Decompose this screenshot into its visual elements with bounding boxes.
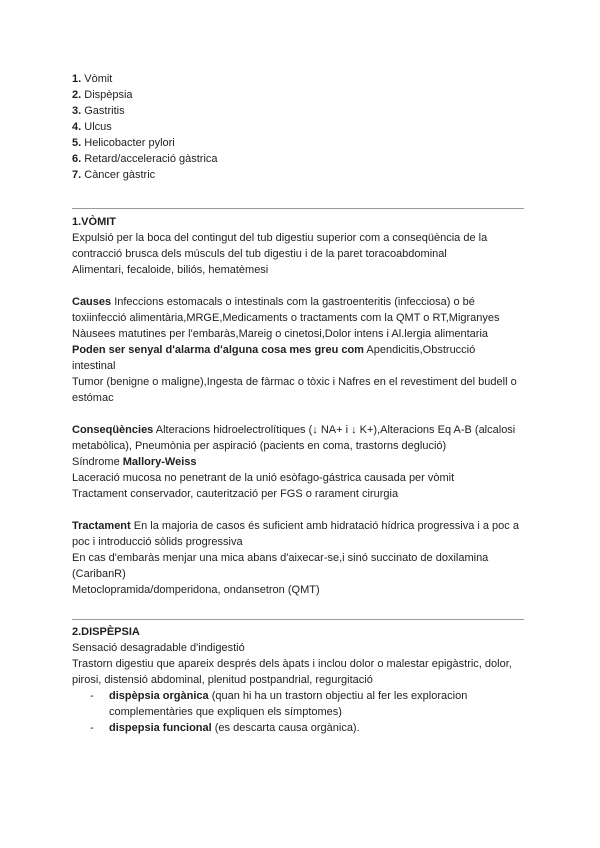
definition-line: contracció brusca dels músculs del tub digestiu i de la paret toracoabdominal: [72, 248, 447, 260]
mallory-weiss-heading: Síndrome Mallory-Weiss: [72, 456, 197, 468]
consequences-label: Conseqüències: [72, 424, 154, 436]
dispepsia-types-list: [72, 688, 532, 736]
document-page: [72, 71, 532, 736]
toc-item: 5. Helicobacter pylori: [72, 137, 175, 149]
treatment-paragraph: Tractament En la majoria de casos és suficient amb hidratació hídrica progressiva i a poc a: [72, 520, 519, 532]
table-of-contents: [72, 71, 532, 183]
toc-item: 2. Dispèpsia: [72, 89, 133, 101]
types-line: Alimentari, fecaloide, biliós, hematèmesi: [72, 264, 269, 276]
definition-line: Expulsió per la boca del contingut del tub digestiu superior com a conseqüència de la: [72, 232, 488, 244]
causes-paragraph: Causes Infeccions estomacals o intestinals com la gastroenteritis (infecciosa) o bé: [72, 296, 475, 308]
section-title: 2.DISPÈPSIA: [72, 626, 140, 638]
list-item: - dispèpsia orgànica (quan hi ha un trastorn objectiu al fer les exploracion complementàries que expliquen els símptomes): [90, 690, 468, 718]
toc-item: 6. Retard/acceleració gàstrica: [72, 153, 218, 165]
alarm-label: Poden ser senyal d'alarma d'alguna cosa mes greu com: [72, 344, 364, 356]
section-dispepsia: 2.DISPÈPSIA Sensació desagradable d'indigestió Trastorn digestiu que apareix després dels àpats i inclou dolor o malestar epigàstric, dolor, pirosi, distensió abdominal, plenitud postpandrial, regurgitació - dispèpsia orgànica (quan hi ha un trastorn objectiu al fer les exploracion complementàries que expliquen els símptomes) - dispepsia funcional (es descarta causa orgànica).: [72, 624, 532, 736]
list-item: - dispepsia funcional (es descarta causa orgànica).: [90, 722, 360, 734]
definition-line: Sensació desagradable d'indigestió: [72, 642, 245, 654]
consequences-paragraph: Conseqüències Alteracions hidroelectrolítiques (↓ NA+ i ↓ K+),Alteracions Eq A-B (alcalosi: [72, 424, 516, 436]
toc-item: 7. Càncer gàstric: [72, 169, 156, 181]
section-vomit: 1.VÒMIT Expulsió per la boca del contingut del tub digestiu superior com a conseqüència de la contracció brusca dels músculs del tub digestiu i de la paret toracoabdominal Alimentari, fecaloide, biliós, hematèmesi Causes Infeccions estomacals o intestinals com la gastroenteritis (infecciosa) o bé toxiinfecció alimentària,MRGE,Medicaments o tractaments com la QMT o RT,Migranyes Nàusees matutines per l'embaràs,Mareig o cinetosi,Dolor intens i Al.lergia alimentaria Poden ser senyal d'alarma d'alguna cosa mes greu com Apendicitis,Obstrucció intestinal Tumor (benigne o maligne),Ingesta de fàrmac o tòxic i Nafres en el revestiment del budell o estómac Conseqüències Alteracions hidroelectrolítiques (↓ NA+ i ↓ K+),Alteracions Eq A-B (alcalosi metabòlica), Pneumònia per aspiració (pacients en coma, trastorns deglució) Síndrome Mallory-Weiss Laceració mucosa no penetrant de la unió esòfago-gástrica causada per vòmit Tractament conservador, cauterització per FGS o rarament cirurgia Tractament En la majoria de casos és suficient amb hidratació hídrica progressiva i a poc a poc i introducció sòlids progressiva En cas d'embaràs menjar una mica abans d'aixecar-se,i sinó succinato de doxilamina (CaribanR) Metoclopramida/domperidona, ondansetron (QMT): [72, 214, 532, 598]
causes-label: Causes: [72, 296, 112, 308]
section-title: 1.VÒMIT: [72, 216, 117, 228]
toc-item: 3. Gastritis: [72, 105, 125, 117]
treatment-label: Tractament: [72, 520, 131, 532]
alarm-paragraph: Poden ser senyal d'alarma d'alguna cosa mes greu com Apendicitis,Obstrucció: [72, 344, 476, 356]
toc-item: 1. Vòmit: [72, 73, 113, 85]
toc-item: 4. Ulcus: [72, 121, 112, 133]
